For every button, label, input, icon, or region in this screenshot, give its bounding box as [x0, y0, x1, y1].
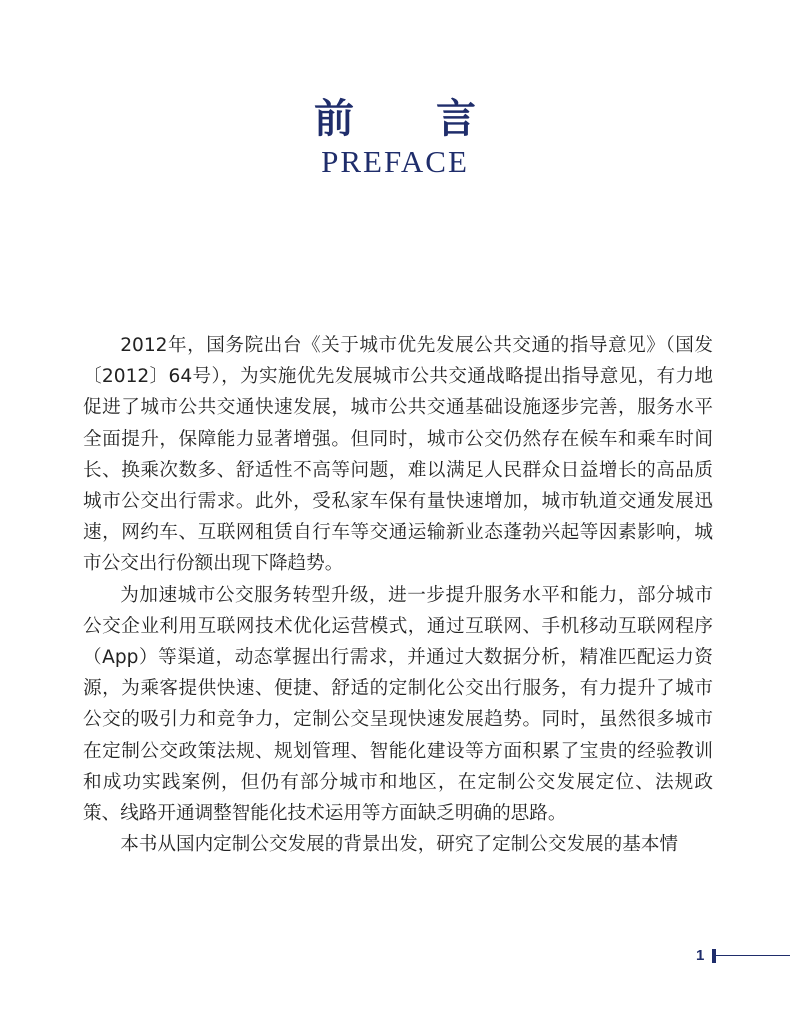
paragraph: 为加速城市公交服务转型升级，进一步提升服务水平和能力，部分城市公交企业利用互联网技术优化运营模式，通过互联网、手机移动互联网程序（App）等渠道，动态掌握出行需求，并通过大数据分析，精准匹配运力资源，为乘客提供快速、便捷、舒适的定制化公交出行服务，有力提升了城市公交的吸引力和竞争力，定制公交呈现快速发展趋势。同时，虽然很多城市在定制公交政策法规、规划管理、智能化建设等方面积累了宝贵的经验教训和成功实践案例，但仍有部分城市和地区，在定制公交发展定位、法规政策、线路开通调整智能化技术运用等方面缺乏明确的思路。 — [83, 584, 713, 825]
paragraph: 本书从国内定制公交发展的背景出发，研究了定制公交发展的基本情 — [120, 834, 679, 856]
chapter-title-english: PREFACE — [321, 144, 469, 179]
page-footer — [690, 946, 790, 966]
page-marker-bar — [712, 949, 716, 963]
page-number: 1 — [696, 947, 705, 964]
page-marker-line — [716, 955, 790, 956]
paragraph: 2012年，国务院出台《关于城市优先发展公共交通的指导意见》（国发〔2012〕64号），为实施优先发展城市公共交通战略提出指导意见，有力地促进了城市公共交通快速发展，城市公共交通基础设施逐步完善，服务水平全面提升，保障能力显著增强。但同时，城市公交仍然存在候车和乘车时间长、换乘次数多、舒适性不高等问题，难以满足人民群众日益增长的高品质城市公交出行需求。此外，受私家车保有量快速增加，城市轨道交通发展迅速，网约车、互联网租赁自行车等交通运输新业态蓬勃兴起等因素影响，城市公交出行份额出现下降趋势。 — [83, 335, 713, 575]
body-text — [83, 330, 713, 860]
chapter-title-chinese: 前 言 — [314, 95, 510, 142]
